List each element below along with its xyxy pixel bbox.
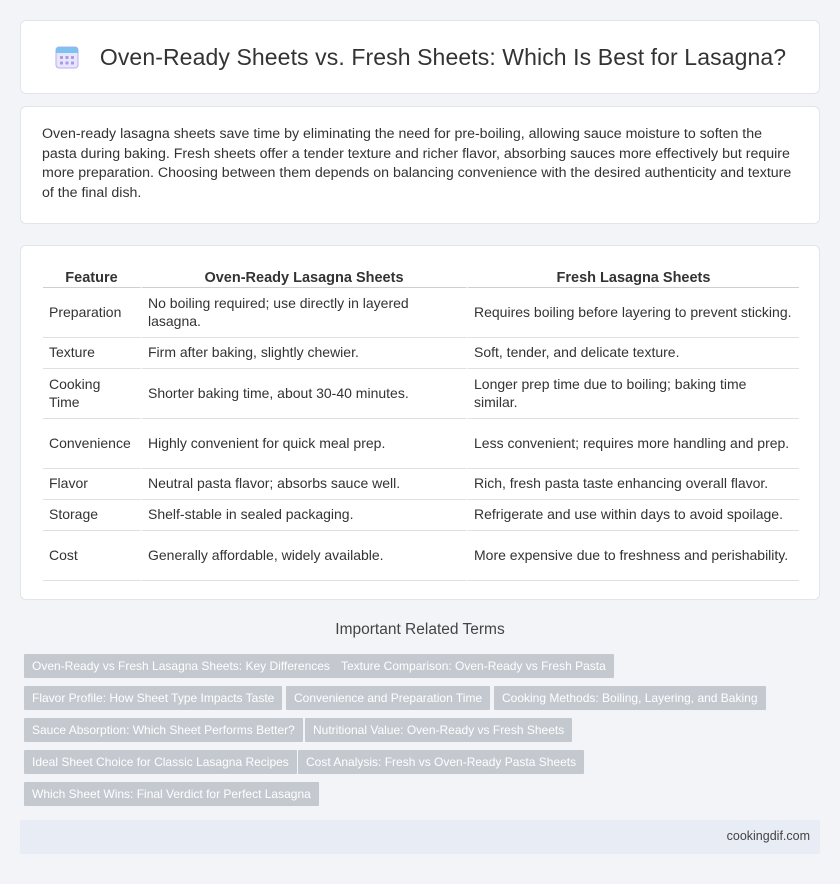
- related-term-tag[interactable]: Oven-Ready vs Fresh Lasagna Sheets: Key Differences: [24, 654, 338, 678]
- footer-site-link[interactable]: cookingdif.com: [726, 829, 810, 843]
- calendar-icon: [54, 44, 80, 70]
- oven-ready-cell: Shorter baking time, about 30-40 minutes.: [142, 369, 468, 419]
- table-row: [43, 338, 799, 369]
- related-term-tag[interactable]: Cost Analysis: Fresh vs Oven-Ready Pasta Sheets: [298, 750, 584, 774]
- feature-cell: Convenience: [43, 419, 142, 469]
- related-term-tag[interactable]: Cooking Methods: Boiling, Layering, and Baking: [494, 686, 766, 710]
- table-row: [43, 500, 799, 531]
- fresh-cell: Longer prep time due to boiling; baking time similar.: [468, 369, 799, 419]
- header-oven-ready: Oven-Ready Lasagna Sheets: [142, 266, 468, 288]
- table-row: [43, 531, 799, 581]
- feature-cell: Cost: [43, 531, 142, 581]
- oven-ready-cell: Firm after baking, slightly chewier.: [142, 338, 468, 369]
- intro-text: Oven-ready lasagna sheets save time by eliminating the need for pre-boiling, allowing sauce moisture to soften the pasta during baking. Fresh sheets offer a tender texture and richer flavor, absorbing sauces more effectively but require more preparation. Choosing between them depends on balancing convenience with the desired authenticity and texture of the final dish.: [42, 126, 792, 201]
- related-term-tag[interactable]: Texture Comparison: Oven-Ready vs Fresh Pasta: [333, 654, 614, 678]
- table-row: [43, 419, 799, 469]
- fresh-cell: Refrigerate and use within days to avoid spoilage.: [468, 500, 799, 531]
- feature-cell: Texture: [43, 338, 142, 369]
- footer-bar: [20, 820, 820, 854]
- fresh-cell: Requires boiling before layering to prevent sticking.: [468, 288, 799, 338]
- fresh-cell: Soft, tender, and delicate texture.: [468, 338, 799, 369]
- table-row: [43, 469, 799, 500]
- related-term-tag[interactable]: Flavor Profile: How Sheet Type Impacts Taste: [24, 686, 282, 710]
- comparison-table: [43, 266, 799, 581]
- oven-ready-cell: No boiling required; use directly in layered lasagna.: [142, 288, 468, 338]
- oven-ready-cell: Shelf-stable in sealed packaging.: [142, 500, 468, 531]
- header-feature: Feature: [43, 266, 142, 288]
- related-term-tag[interactable]: Convenience and Preparation Time: [286, 686, 490, 710]
- feature-cell: Cooking Time: [43, 369, 142, 419]
- oven-ready-cell: Highly convenient for quick meal prep.: [142, 419, 468, 469]
- fresh-cell: Less convenient; requires more handling and prep.: [468, 419, 799, 469]
- related-term-tag[interactable]: Sauce Absorption: Which Sheet Performs Better?: [24, 718, 303, 742]
- related-term-tag[interactable]: Nutritional Value: Oven-Ready vs Fresh Sheets: [305, 718, 572, 742]
- page-title: Oven-Ready Sheets vs. Fresh Sheets: Which Is Best for Lasagna?: [99, 43, 787, 70]
- fresh-cell: Rich, fresh pasta taste enhancing overall flavor.: [468, 469, 799, 500]
- related-term-tag[interactable]: Ideal Sheet Choice for Classic Lasagna Recipes: [24, 750, 297, 774]
- feature-cell: Flavor: [43, 469, 142, 500]
- feature-cell: Storage: [43, 500, 142, 531]
- related-term-tag[interactable]: Which Sheet Wins: Final Verdict for Perfect Lasagna: [24, 782, 319, 806]
- oven-ready-cell: Generally affordable, widely available.: [142, 531, 468, 581]
- intro-card: [20, 106, 820, 224]
- oven-ready-cell: Neutral pasta flavor; absorbs sauce well.: [142, 469, 468, 500]
- related-terms-title: Important Related Terms: [335, 621, 505, 638]
- table-row: [43, 369, 799, 419]
- comparison-table-card: [20, 245, 820, 600]
- fresh-cell: More expensive due to freshness and perishability.: [468, 531, 799, 581]
- header-card: [20, 20, 820, 94]
- table-header-row: [43, 266, 799, 288]
- feature-cell: Preparation: [43, 288, 142, 338]
- table-row: [43, 288, 799, 338]
- header-fresh: Fresh Lasagna Sheets: [468, 266, 799, 288]
